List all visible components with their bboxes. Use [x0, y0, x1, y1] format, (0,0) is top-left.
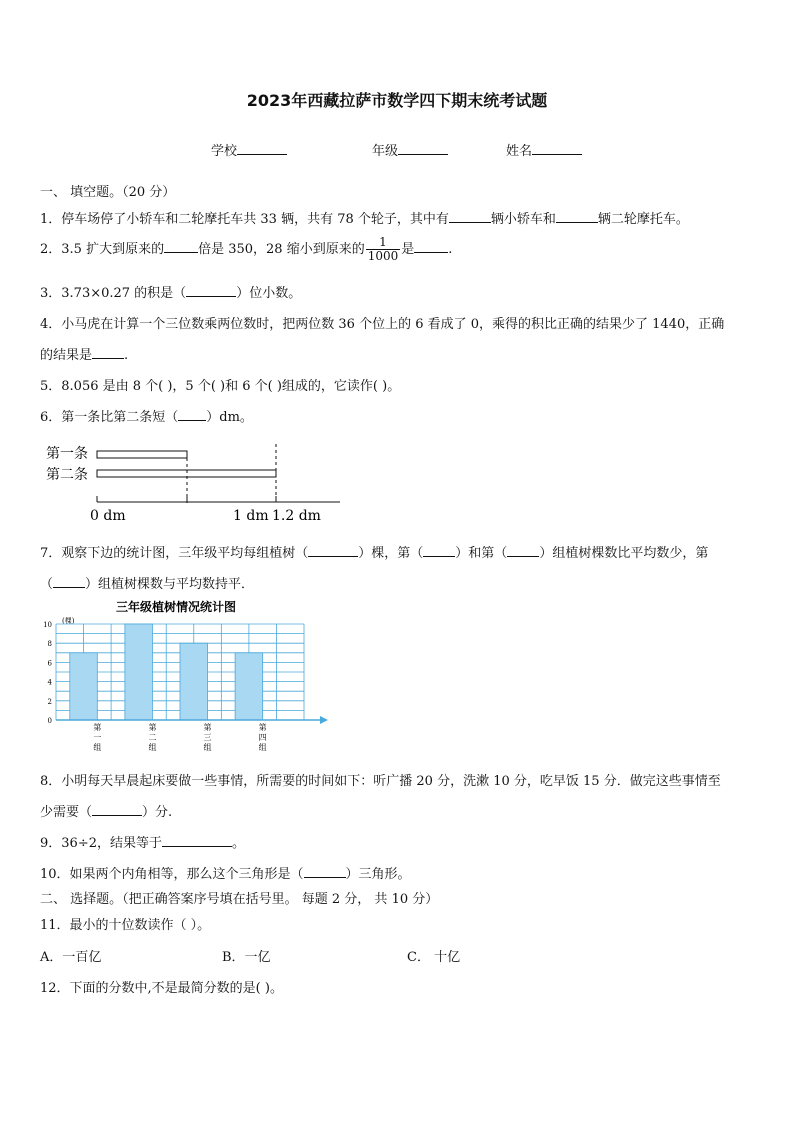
q10-text-b: ）三角形。: [345, 867, 411, 882]
name-field: [506, 140, 582, 159]
chart-y-ticks: [43, 621, 52, 725]
q4-text-c: .: [124, 348, 129, 363]
q7-text-e: （: [40, 577, 54, 592]
q6-blank: [178, 409, 206, 421]
q7-blank-3: [507, 545, 539, 557]
q2-text-d: .: [448, 242, 453, 257]
question-3: [40, 282, 301, 301]
axis-label-0: 0 dm: [90, 508, 126, 524]
segment-1-bar: [97, 451, 187, 458]
school-blank: [237, 143, 287, 155]
name-blank: [532, 143, 582, 155]
y-tick-label: 2: [47, 697, 52, 706]
q2-text-b: 倍是 350，28 缩小到原来的: [198, 242, 365, 257]
bar-2: [125, 624, 153, 720]
q1-blank-2: [556, 211, 598, 223]
q2-blank-1: [164, 241, 198, 253]
school-label: 学校: [211, 144, 238, 159]
q9-text-b: 。: [231, 836, 245, 851]
q10-blank: [304, 866, 346, 878]
q1-blank-1: [449, 211, 491, 223]
q7-blank-1: [308, 545, 358, 557]
q7-text-d: ）组植树棵数比平均数少，第: [539, 546, 709, 561]
q2-text-a: 2．3.5 扩大到原来的: [40, 242, 165, 257]
name-label: 姓名: [506, 144, 533, 159]
q3-text-a: 3．3.73×0.27 的积是（: [40, 286, 187, 301]
section-2-heading: 二、 选择题。（把正确答案序号填在括号里。 每题 2 分， 共 10 分）: [40, 892, 439, 907]
q7-text-c: ）和第（: [455, 546, 508, 561]
q9-text-a: 9．36÷2，结果等于: [40, 836, 162, 851]
section-1-heading: 一、 填空题。（20 分）: [40, 185, 176, 200]
y-tick-label: 10: [43, 621, 52, 629]
q7-blank-4: [53, 576, 85, 588]
q4-text-b: 的结果是: [40, 348, 93, 363]
q7-text-b: ）棵，第（: [358, 546, 424, 561]
question-4-cont: [40, 344, 128, 363]
question-1: [40, 208, 689, 227]
bar-4: [235, 653, 263, 720]
q8-blank: [92, 804, 142, 816]
question-11: 11．最小的十位数读作（ ）。: [40, 918, 211, 933]
fraction: [366, 236, 401, 263]
question-5: 5．8.056 是由 8 个( )，5 个( )和 6 个( )组成的，它读作( )。: [40, 379, 401, 394]
q2-blank-2: [414, 241, 448, 253]
q7-blank-2: [423, 545, 455, 557]
q1-text-a: 1．停车场停了小轿车和二轮摩托车共 33 辆，共有 78 个轮子，其中有: [40, 212, 449, 227]
question-8: [40, 770, 721, 789]
q8-text-c: ）分.: [142, 805, 173, 820]
bar-3: [180, 643, 208, 720]
y-tick-label: 8: [47, 640, 52, 649]
q8-text-b: 少需要（: [40, 805, 93, 820]
y-tick-label: 4: [47, 678, 52, 687]
q7-text-f: ）组植树棵数与平均数持平．: [85, 577, 255, 592]
axis-label-1: 1 dm: [233, 508, 269, 524]
chart-x-ticks: [93, 722, 266, 752]
segment-comparison-figure: [40, 438, 350, 526]
q4-blank: [92, 347, 124, 359]
chart-title: 三年级植树情况统计图: [115, 600, 237, 614]
x-tick-label-1: 第一组: [93, 723, 102, 752]
page-title: 2023年西藏拉萨市数学四下期末统考试题: [246, 91, 548, 110]
q1-text-c: 辆二轮摩托车。: [597, 212, 689, 227]
q11-option-a: A．一百亿: [40, 950, 102, 965]
q7-text-a: 7．观察下边的统计图，三年级平均每组植树（: [40, 546, 309, 561]
x-tick-label-4: 第四组: [258, 723, 267, 752]
question-7-cont: [40, 573, 254, 592]
grade-label: 年级: [372, 144, 399, 159]
grade-field: [372, 140, 448, 159]
fraction-numerator: 1: [366, 236, 401, 250]
q9-blank: [162, 835, 232, 847]
question-2: [40, 236, 452, 263]
x-tick-label-3: 第三组: [203, 723, 212, 752]
y-axis-unit: (棵): [62, 617, 75, 625]
question-7: [40, 542, 708, 561]
x-tick-label-2: 第二组: [148, 723, 157, 752]
q4-text-a: 4．小马虎在计算一个三位数乘两位数时，把两位数 36 个位上的 6 看成了 0，乘得的积比正确的结果少了 1440，正确: [40, 317, 725, 332]
x-axis-arrow-icon: [320, 716, 328, 724]
question-9: [40, 832, 245, 851]
q11-option-b: B．一亿: [222, 950, 271, 965]
q6-text-a: 6．第一条比第二条短（: [40, 410, 179, 425]
question-4: [40, 313, 724, 332]
q10-text-a: 10．如果两个内角相等，那么这个三角形是（: [40, 867, 304, 882]
q8-text-a: 8．小明每天早晨起床要做一些事情，所需要的时间如下：听广播 20 分，洗漱 10 分，吃早饭 15 分．做完这些事情至: [40, 774, 721, 789]
axis-label-2: 1.2 dm: [272, 508, 321, 524]
tree-planting-bar-chart: [40, 598, 340, 758]
school-field: [211, 140, 287, 159]
segment-2-label: 第二条: [46, 467, 88, 483]
y-tick-label: 0: [47, 717, 52, 725]
q11-option-c: C． 十亿: [407, 950, 461, 965]
grade-blank: [398, 143, 448, 155]
q2-text-c: 是: [401, 242, 415, 257]
q3-blank: [186, 285, 236, 297]
question-6: [40, 406, 253, 425]
bar-1: [70, 653, 98, 720]
question-10: [40, 863, 411, 882]
fraction-denominator: 1000: [367, 249, 399, 263]
q3-text-b: ）位小数。: [236, 286, 302, 301]
q6-text-b: ）dm。: [206, 410, 253, 425]
q1-text-b: 辆小轿车和: [490, 212, 556, 227]
y-tick-label: 6: [47, 659, 52, 668]
question-12: 12．下面的分数中,不是最简分数的是( )。: [40, 981, 283, 996]
segment-1-label: 第一条: [46, 446, 88, 462]
question-8-cont: [40, 801, 172, 820]
